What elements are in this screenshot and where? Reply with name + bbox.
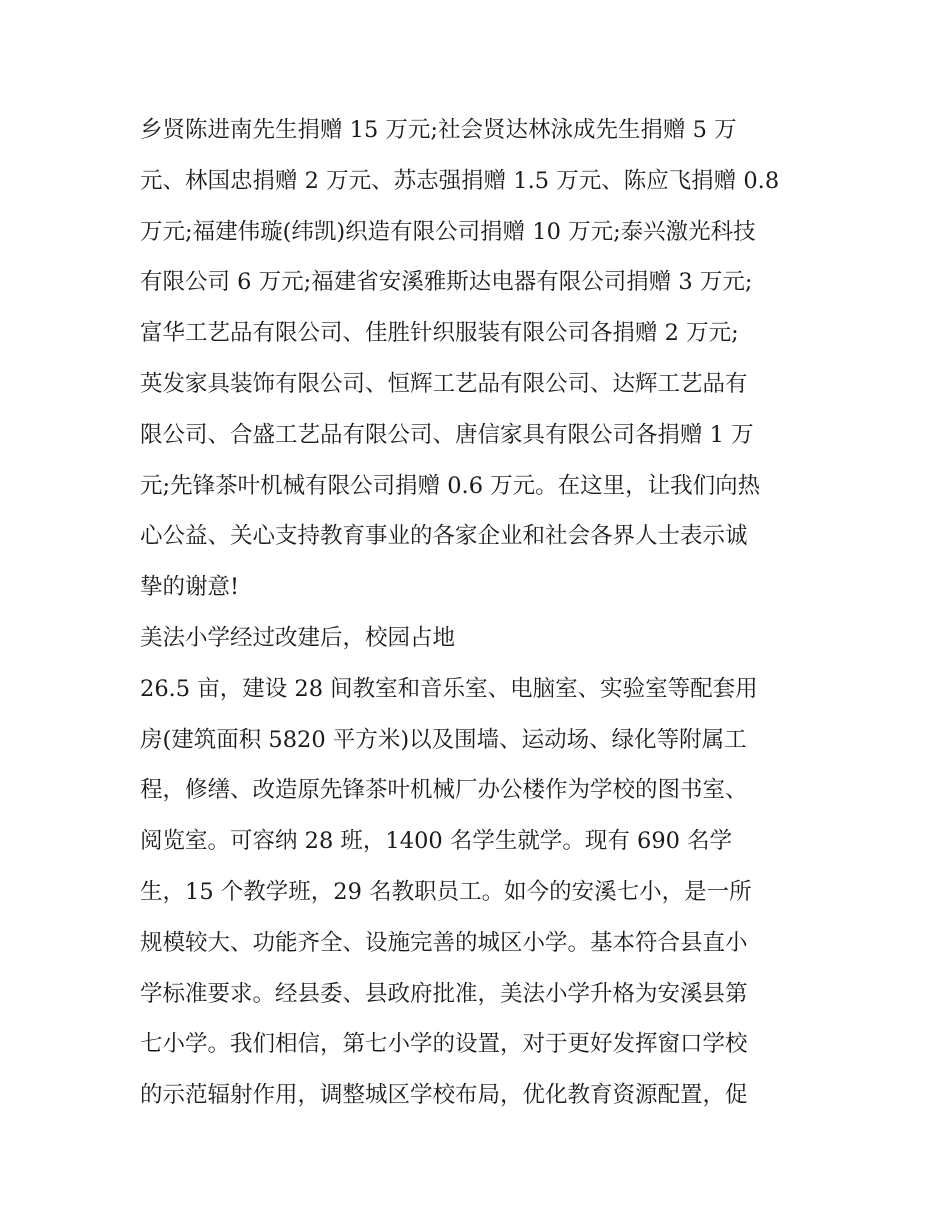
text-line: 七小学。我们相信，第七小学的设置，对于更好发挥窗口学校 bbox=[140, 1031, 748, 1058]
text-line: 心公益、关心支持教育事业的各家企业和社会各界人士表示诚 bbox=[140, 523, 748, 550]
text-line: 生，15 个教学班，29 名教职员工。如今的安溪七小，是一所 bbox=[140, 878, 752, 905]
text-line: 元;先锋茶叶机械有限公司捐赠 0.6 万元。在这里，让我们向热 bbox=[140, 472, 761, 499]
text-line: 乡贤陈进南先生捐赠 15 万元;社会贤达林泳成先生捐赠 5 万 bbox=[140, 117, 737, 143]
text-line: 万元;福建伟璇(纬凯)织造有限公司捐赠 10 万元;泰兴激光科技 bbox=[140, 218, 756, 245]
text-line: 程，修缮、改造原先锋茶叶机械厂办公楼作为学校的图书室、 bbox=[140, 777, 748, 804]
text-line: 富华工艺品有限公司、佳胜针织服装有限公司各捐赠 2 万元; bbox=[140, 320, 739, 347]
text-line: 有限公司 6 万元;福建省安溪雅斯达电器有限公司捐赠 3 万元; bbox=[140, 269, 753, 296]
text-line: 的示范辐射作用，调整城区学校布局，优化教育资源配置，促 bbox=[140, 1082, 748, 1109]
text-line: 房(建筑面积 5820 平方米)以及围墙、运动场、绿化等附属工 bbox=[140, 726, 747, 753]
body-text bbox=[140, 105, 830, 1121]
text-line: 元、林国忠捐赠 2 万元、苏志强捐赠 1.5 万元、陈应飞捐赠 0.8 bbox=[140, 167, 780, 194]
text-line: 限公司、合盛工艺品有限公司、唐信家具有限公司各捐赠 1 万 bbox=[140, 421, 754, 448]
text-line: 挚的谢意! bbox=[140, 574, 240, 601]
text-line: 学标准要求。经县委、县政府批准，美法小学升格为安溪县第 bbox=[140, 980, 748, 1007]
text-line: 规模较大、功能齐全、设施完善的城区小学。基本符合县直小 bbox=[140, 929, 748, 956]
text-line: 26.5 亩，建设 28 间教室和音乐室、电脑室、实验室等配套用 bbox=[140, 675, 758, 702]
text-line: 美法小学经过改建后，校园占地 bbox=[140, 624, 456, 651]
text-line: 阅览室。可容纳 28 班，1400 名学生就学。现有 690 名学 bbox=[140, 828, 733, 855]
text-line: 英发家具装饰有限公司、恒辉工艺品有限公司、达辉工艺品有 bbox=[140, 370, 748, 397]
